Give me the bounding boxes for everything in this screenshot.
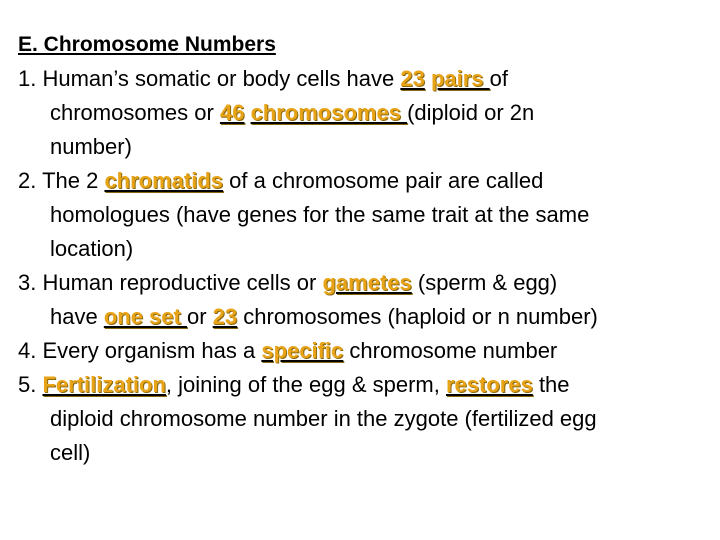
answer-gametes: gametes (322, 270, 412, 295)
answer-fertilization: Fertilization (42, 372, 166, 397)
answer-specific: specific (261, 338, 344, 363)
item-5-line-3: cell) (50, 440, 91, 465)
answer-chromosomes: chromosomes (250, 100, 408, 125)
answer-pairs: pairs (430, 66, 490, 91)
answer-chromatids: chromatids (104, 168, 224, 193)
item-4-line-1: 4. Every organism has a specific chromosome number (18, 338, 558, 363)
item-2-line-2: homologues (have genes for the same trait at the same (50, 202, 590, 227)
item-3-line-1: 3. Human reproductive cells or gametes (sperm & egg) (18, 270, 558, 295)
item-5-line-1: 5. Fertilization, joining of the egg & sperm, restores the (18, 372, 570, 397)
item-2-line-3: location) (50, 236, 134, 261)
item-1-line-2: chromosomes or 46 chromosomes (diploid or 2n (50, 100, 535, 125)
answer-46: 46 (219, 100, 245, 125)
page-title: E. Chromosome Numbers (18, 33, 276, 56)
item-3-line-2: have one set or 23 chromosomes (haploid or n number) (50, 304, 598, 329)
item-2-line-1: 2. The 2 chromatids of a chromosome pair are called (18, 168, 544, 193)
answer-23-pairs-number: 23 (400, 66, 425, 91)
answer-23: 23 (212, 304, 238, 329)
item-5-line-2: diploid chromosome number in the zygote (fertilized egg (50, 406, 597, 431)
answer-one-set: one set (103, 304, 187, 329)
item-1-line-1: 1. Human’s somatic or body cells have 23 pairs of (18, 66, 508, 91)
answer-restores: restores (445, 372, 533, 397)
item-1-line-3: number) (50, 134, 132, 159)
